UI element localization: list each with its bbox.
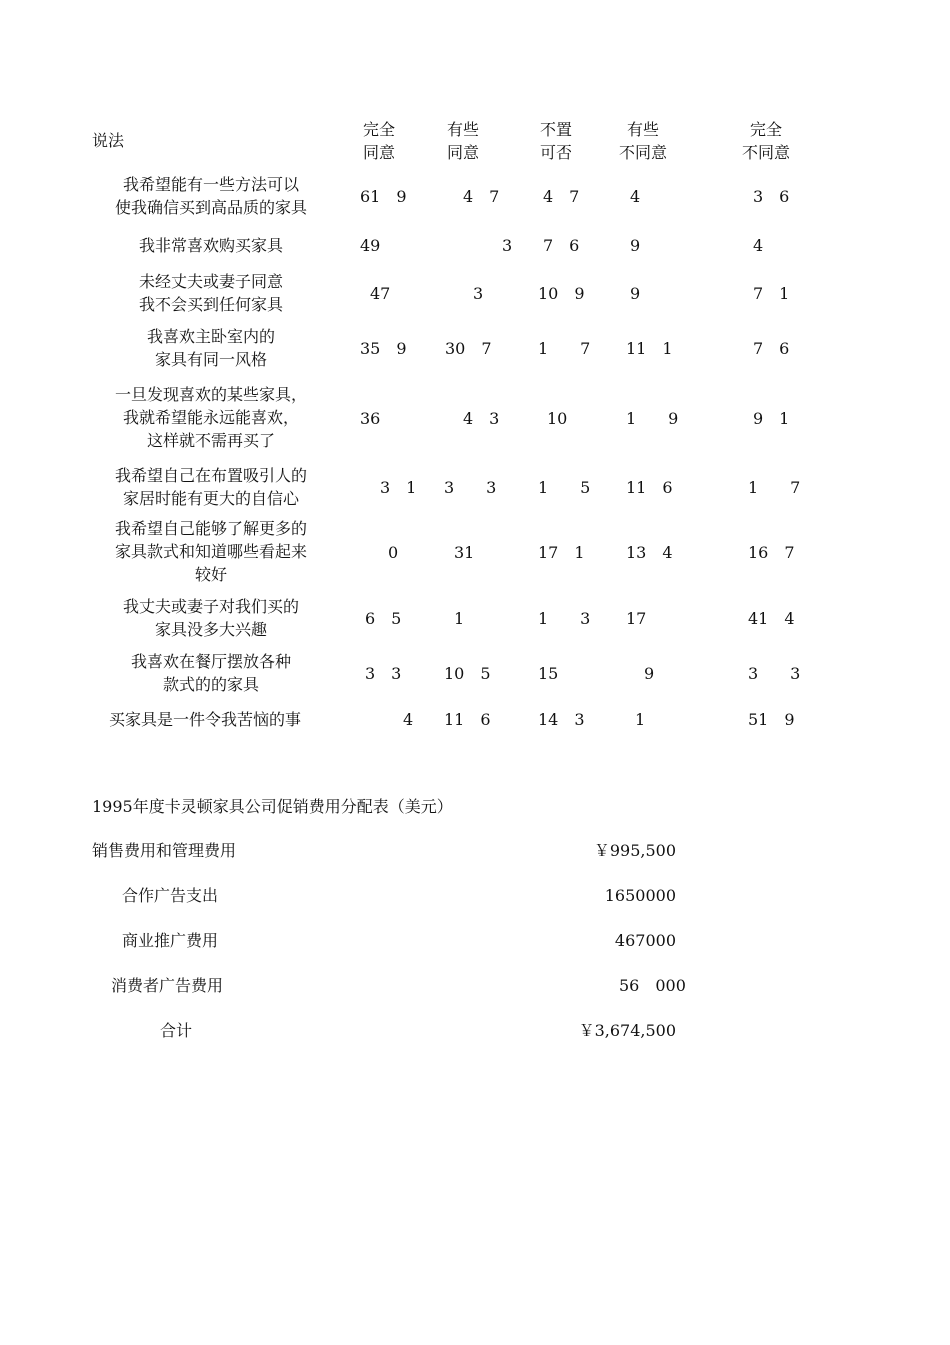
row-10-value-5: 51 9 (748, 710, 795, 729)
row-2-value-4: 9 (630, 236, 641, 255)
row-10-statement: 买家具是一件令我苦恼的事 (108, 710, 301, 729)
row-2-value-2: 3 (502, 236, 513, 255)
row-9-value-4: 9 (644, 664, 655, 683)
statement-header: 说法 (92, 131, 125, 150)
col-header-strongly-disagree: 完全 不同意 (741, 120, 790, 162)
row-7-value-2: 31 (454, 543, 475, 562)
row-5-value-1: 36 (360, 409, 381, 428)
col-header-somewhat-agree: 有些 同意 (446, 120, 479, 162)
row-7-statement: 我希望自己能够了解更多的 家具款式和知道哪些看起来 较好 (114, 519, 307, 584)
row-3-value-4: 9 (630, 284, 641, 303)
row-4-value-1: 35 9 (360, 339, 407, 358)
row-10-value-4: 1 (635, 710, 646, 729)
row-8-value-1: 6 5 (365, 609, 402, 628)
row-3-value-5: 7 1 (753, 284, 790, 303)
budget-item-coop-advertising-value: 1650000 (604, 886, 676, 905)
row-5-value-5: 9 1 (753, 409, 790, 428)
row-4-value-4: 11 1 (626, 339, 673, 358)
row-6-value-3: 1 5 (538, 478, 591, 497)
row-1-value-1: 61 9 (360, 187, 407, 206)
row-7-value-1: 0 (388, 543, 399, 562)
row-4-value-2: 30 7 (445, 339, 492, 358)
row-4-value-3: 1 7 (538, 339, 591, 358)
row-7-value-4: 13 4 (626, 543, 673, 562)
budget-item-sales-admin-label: 销售费用和管理费用 (92, 841, 237, 860)
row-1-value-2: 4 7 (463, 187, 500, 206)
budget-item-trade-promotion-label: 商业推广费用 (122, 931, 219, 950)
row-2-value-3: 7 6 (543, 236, 580, 255)
row-6-statement: 我希望自己在布置吸引人的 家居时能有更大的自信心 (114, 466, 307, 508)
row-8-value-2: 1 (454, 609, 465, 628)
col-header-strongly-agree: 完全 同意 (362, 120, 395, 162)
row-5-value-2: 4 3 (463, 409, 500, 428)
row-10-value-2: 11 6 (444, 710, 491, 729)
row-1-statement: 我希望能有一些方法可以 使我确信买到高品质的家具 (114, 175, 307, 217)
row-9-statement: 我喜欢在餐厅摆放各种 款式的的家具 (130, 652, 291, 694)
budget-item-consumer-advertising-value: 56 000 (619, 976, 686, 995)
row-9-value-5: 3 3 (748, 664, 801, 683)
row-8-statement: 我丈夫或妻子对我们买的 家具没多大兴趣 (122, 597, 299, 639)
budget-title: 1995年度卡灵顿家具公司促销费用分配表（美元） (92, 797, 453, 816)
budget-item-consumer-advertising-label: 消费者广告费用 (111, 976, 224, 995)
row-9-value-3: 15 (538, 664, 559, 683)
row-2-value-1: 49 (360, 236, 381, 255)
row-5-value-4: 1 9 (626, 409, 679, 428)
row-6-value-5: 1 7 (748, 478, 801, 497)
row-2-statement: 我非常喜欢购买家具 (138, 236, 283, 255)
row-3-value-1: 47 (370, 284, 391, 303)
row-6-value-2: 3 3 (444, 478, 497, 497)
row-4-statement: 我喜欢主卧室内的 家具有同一风格 (146, 327, 275, 369)
row-9-value-2: 10 5 (444, 664, 491, 683)
col-header-neutral: 不置 可否 (539, 120, 572, 162)
row-3-statement: 未经丈夫或妻子同意 我不会买到任何家具 (138, 272, 283, 314)
row-10-value-3: 14 3 (538, 710, 585, 729)
row-9-value-1: 3 3 (365, 664, 402, 683)
row-8-value-5: 41 4 (748, 609, 795, 628)
budget-total-label: 合计 (160, 1021, 193, 1040)
row-1-value-4: 4 (630, 187, 641, 206)
row-2-value-5: 4 (753, 236, 764, 255)
row-6-value-1: 3 1 (380, 478, 417, 497)
row-1-value-5: 3 6 (753, 187, 790, 206)
budget-item-coop-advertising-label: 合作广告支出 (122, 886, 219, 905)
row-3-value-3: 10 9 (538, 284, 585, 303)
row-8-value-4: 17 (626, 609, 647, 628)
budget-item-trade-promotion-value: 467000 (614, 931, 676, 950)
row-7-value-5: 16 7 (748, 543, 795, 562)
row-1-value-3: 4 7 (543, 187, 580, 206)
col-header-somewhat-disagree: 有些 不同意 (618, 120, 667, 162)
row-8-value-3: 1 3 (538, 609, 591, 628)
row-5-statement: 一旦发现喜欢的某些家具， 我就希望能永远能喜欢， 这样就不需再买了 (114, 385, 307, 450)
row-4-value-5: 7 6 (753, 339, 790, 358)
budget-item-sales-admin-value: ￥995,500 (593, 841, 676, 860)
row-7-value-3: 17 1 (538, 543, 585, 562)
row-3-value-2: 3 (473, 284, 484, 303)
budget-total-value: ￥3,674,500 (578, 1021, 676, 1040)
row-6-value-4: 11 6 (626, 478, 673, 497)
row-5-value-3: 10 (547, 409, 568, 428)
row-10-value-1: 4 (403, 710, 414, 729)
